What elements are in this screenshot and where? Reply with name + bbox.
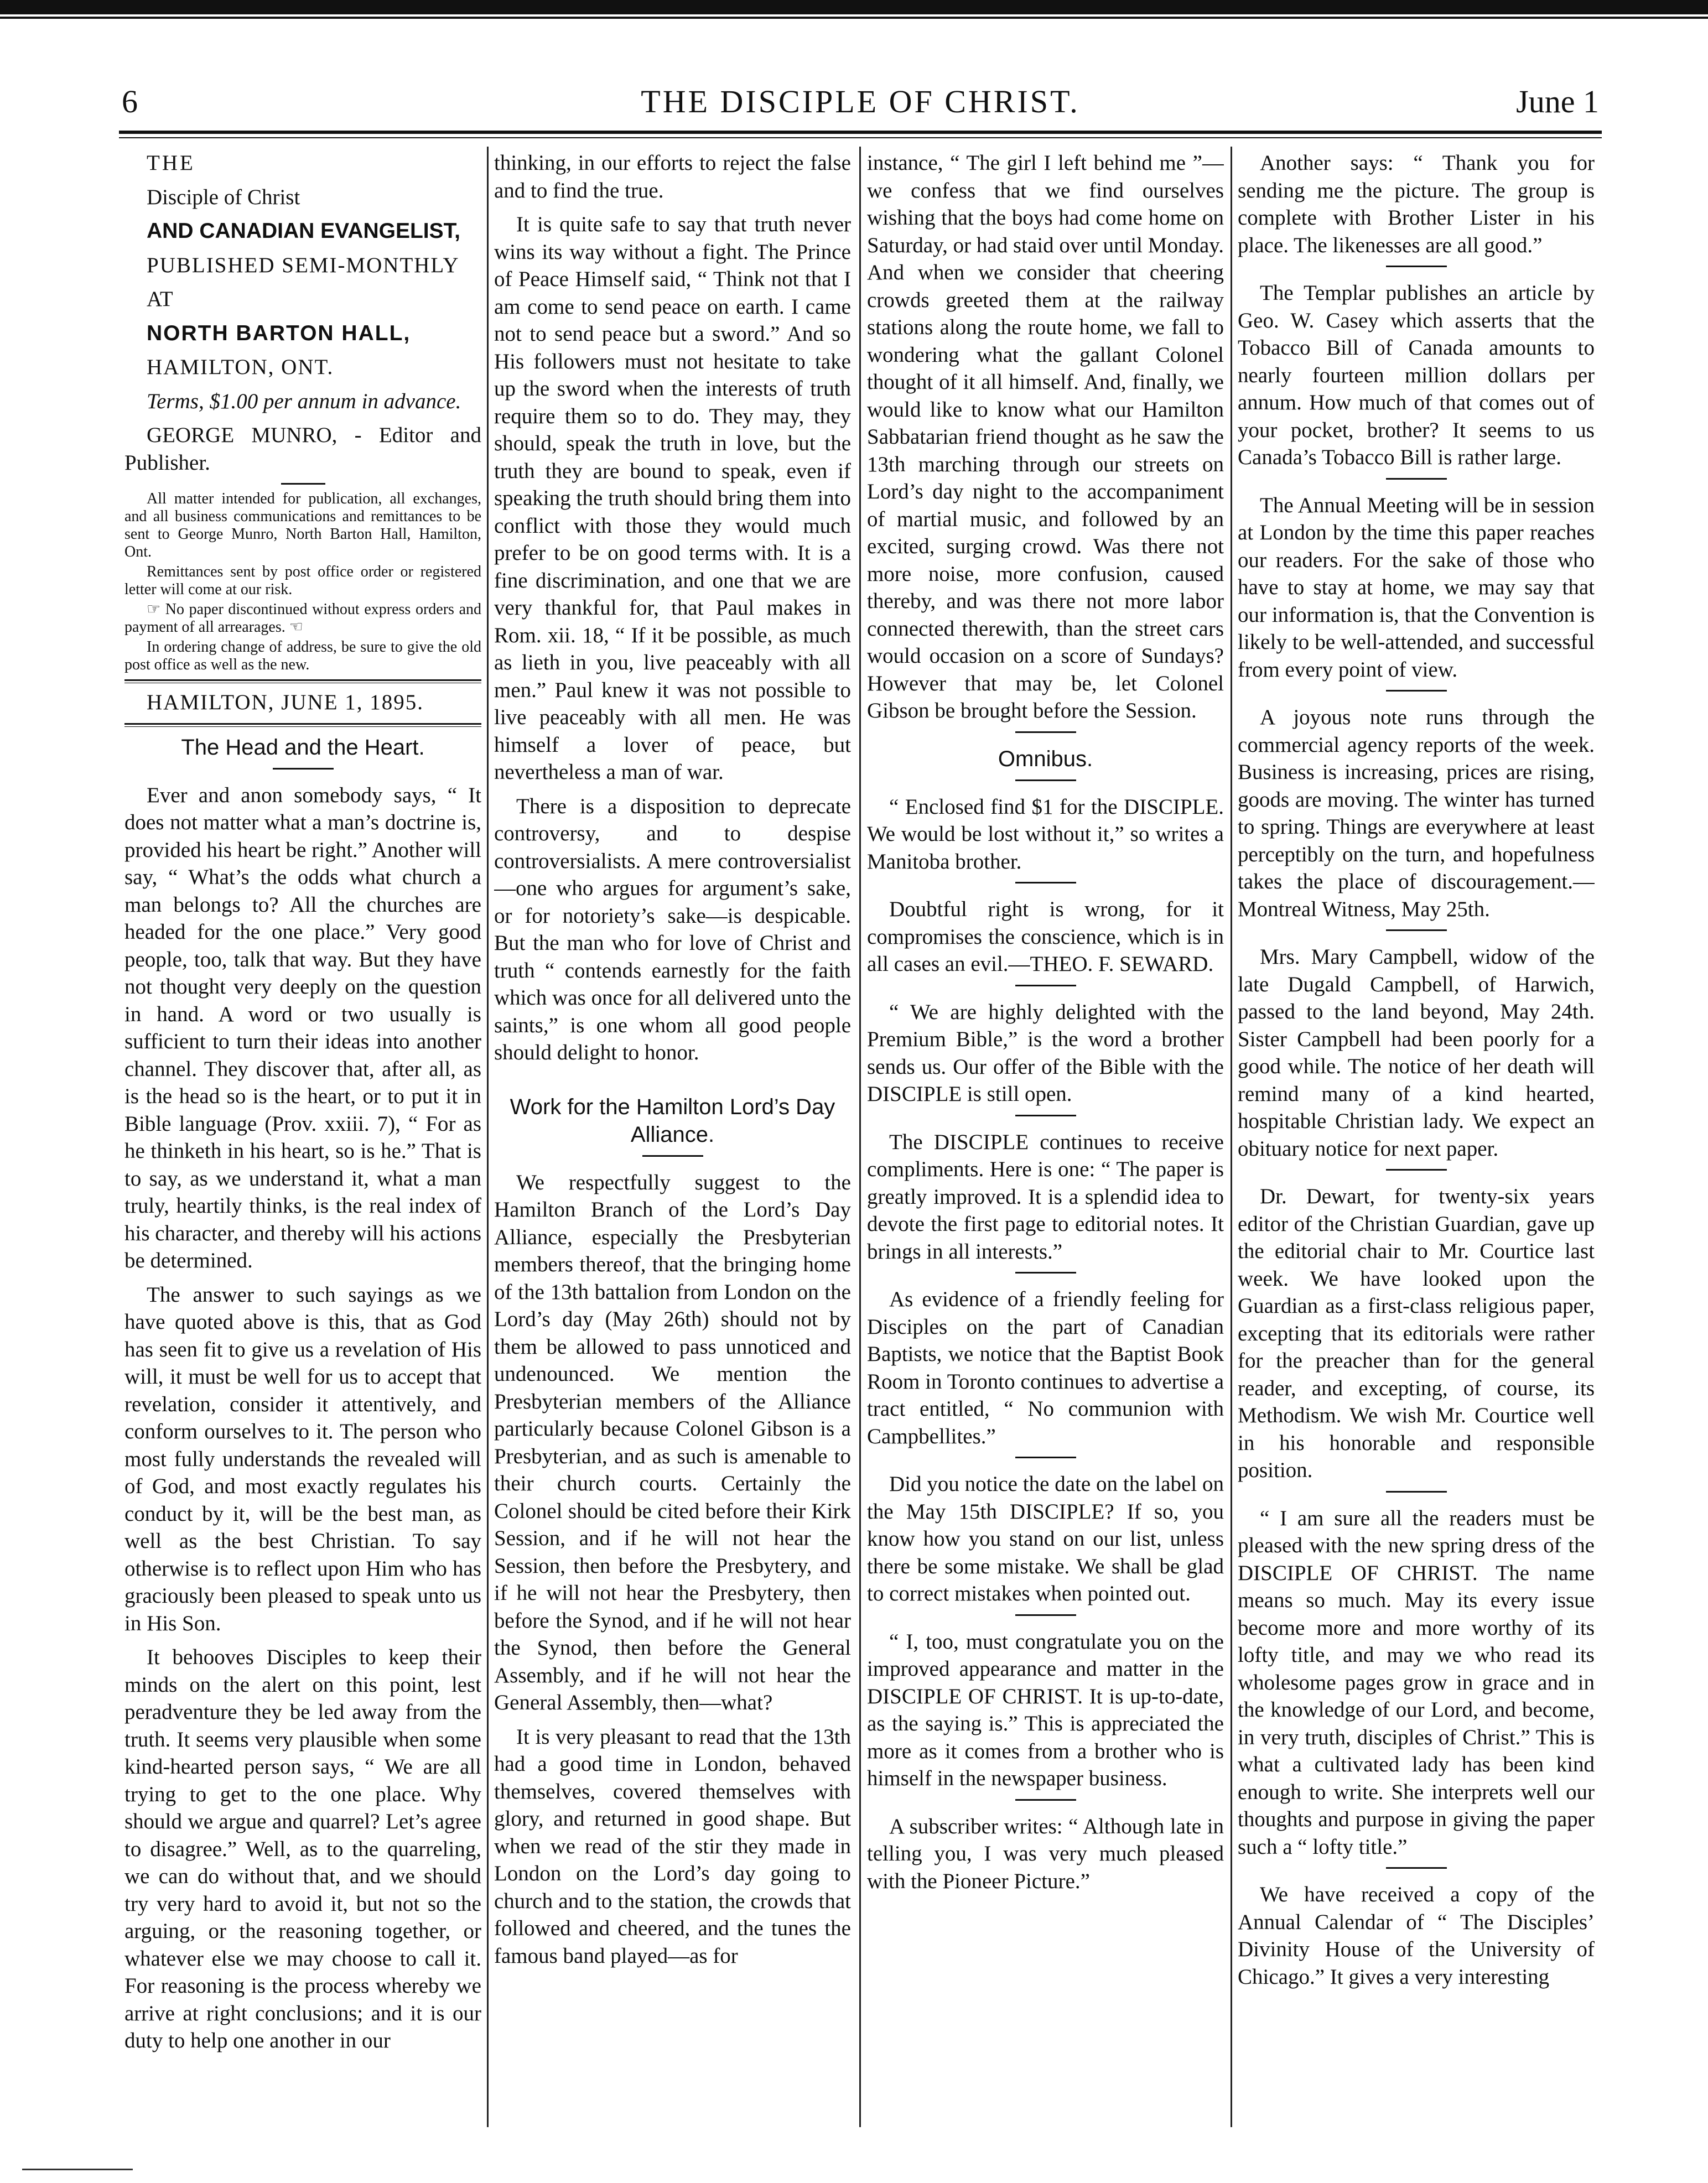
omnibus-item: As evidence of a friendly feeling for Disciples on the part of Canadian Baptists, we notice that the Baptist Book Room in Toronto continues to advertise a tract entitled, “ No communion with Campbellites.”	[867, 1287, 1224, 1448]
separator	[1015, 779, 1076, 781]
header-rule-thin	[119, 137, 1602, 138]
separator	[1386, 478, 1447, 480]
notice: ☞ No paper discontinued without express orders and payment of all arrearages. ☜	[124, 601, 481, 636]
top-border-rule-thin	[0, 17, 1708, 19]
masthead-published: PUBLISHED SEMI-MONTHLY	[147, 253, 460, 277]
omnibus-item: Mrs. Mary Campbell, widow of the late Dugald Campbell, of Harwich, passed to the land beyond, May 24th. Sister Campbell had been poorly for a good while. The notice of her death will remind many of a kind hearted, hospitable Christian lady. We expect an obituary notice for next paper.	[1238, 945, 1595, 1161]
column-4	[1238, 149, 1595, 2152]
omnibus-item: A subscriber writes: “ Although late in telling you, I was very much pleased with the Pioneer Picture.”	[867, 1814, 1224, 1893]
separator	[1015, 1614, 1076, 1616]
article-title: The Head and the Heart.	[181, 735, 425, 760]
notice: In ordering change of address, be sure to give the old post office as well as the new.	[124, 638, 481, 673]
article-paragraph: It is very pleasant to read that the 13th had a good time in London, behaved themselves, covered themselves with glory, and returned in good shape. But when we read of the stir they made in London on the Lord’s day going to church and to the station, the crowds that followed and cheered, and the tunes the famous band played—as for	[494, 1724, 851, 1968]
masthead-at: AT	[147, 287, 173, 311]
separator	[1015, 985, 1076, 986]
separator	[1015, 1799, 1076, 1801]
separator	[1015, 1272, 1076, 1274]
separator	[281, 483, 325, 485]
masthead-hall: NORTH BARTON HALL,	[147, 321, 411, 345]
masthead-the: THE	[147, 151, 195, 175]
separator	[273, 768, 334, 770]
omnibus-item: We have received a copy of the Annual Calendar of “ The Disciples’ Divinity House of the University of Chicago.” It gives a very interesting	[1238, 1883, 1595, 1989]
article-paragraph: There is a disposition to deprecate controversy, and to despise controversialists. A mere controversialist—one who argues for argument’s sake, or for notoriety’s sake—is despicable. But the man who for love of Christ and truth “ contends earnestly for the faith which was once for all delivered unto the saints,” is one whom all good people should delight to honor.	[494, 794, 851, 1064]
column-rule-2	[859, 147, 861, 2127]
separator	[642, 1155, 703, 1157]
omnibus-item: “ I am sure all the readers must be pleased with the new spring dress of the DISCIPLE OF CHRIST. The name means so much. May its every issue become more and more worthy of its lofty title, and may we who read its wholesome pages grow in grace and in the knowledge of our Lord, and become, in very truth, disciples of Christ.” This is what a cultivated lady has been kind enough to write. She interprets well our thoughts and purpose in giving the paper such a “ lofty title.”	[1238, 1506, 1595, 1859]
article-paragraph: thinking, in our efforts to reject the false and to find the true.	[494, 151, 851, 202]
article-paragraph: It behooves Disciples to keep their minds on the alert on this point, lest peradventure they be led away from the truth. It seems very plausible when some kind-hearted person says, “ We are all trying to get to the one place. Why should we argue and quarrel? Let’s agree to disagree.” Well, as to the quarreling, we can do without that, and we should try very hard to avoid it, but not so the arguing, or the reasoning together, or whatever else we may choose to call it. For reasoning is the process whereby we arrive at right conclusions; and it is our duty to help one another in our	[124, 1645, 481, 2052]
omnibus-item: “ We are highly delighted with the Premium Bible,” is the word a brother sends us. Our offer of the Bible with the DISCIPLE is still open.	[867, 1000, 1224, 1106]
header-rule-thick	[119, 131, 1602, 134]
notice: Remittances sent by post office order or registered letter will come at our risk.	[124, 563, 481, 598]
separator	[1015, 731, 1076, 733]
separator	[1386, 266, 1447, 267]
dateline-rule	[124, 679, 481, 683]
omnibus-item: The Templar publishes an article by Geo. W. Casey which asserts that the Tobacco Bill of Canada amounts to nearly fourteen million dollars per annum. How much of that comes out of your pocket, brother? It seems to us Canada’s Tobacco Bill is rather large.	[1238, 281, 1595, 469]
masthead-editor: GEORGE MUNRO, - Editor and Publisher.	[124, 423, 481, 475]
column-2	[494, 149, 851, 2152]
newspaper-title: THE DISCIPLE OF CHRIST.	[641, 84, 1080, 119]
article-paragraph: Ever and anon somebody says, “ It does not matter what a man’s doctrine is, provided his heart be right.” Another will say, “ What’s the odds what church a man belongs to? All the churches are headed for the one place.” Very good people, too, talk that way. But they have not thought very deeply on the question in hand. A word or two usually is sufficient to turn their ideas into another channel. They discover that, after all, as is the head so is the heart, or to put it in Bible language (Prov. xxiii. 7), “ For as he thinketh in his heart, so is he.” That is to say, as we understand it, what a man truly, heartily thinks, is the real index of his character, and thereby will his actions be determined.	[124, 783, 481, 1272]
column-rule-1	[487, 147, 489, 2127]
separator	[1386, 1867, 1447, 1869]
masthead-city: HAMILTON, ONT.	[147, 355, 334, 379]
omnibus-item: The DISCIPLE continues to receive compliments. Here is one: “ The paper is greatly improved. It is a splendid idea to devote the first page to editorial notes. It brings in all interests.”	[867, 1130, 1224, 1264]
issue-date: June 1	[1516, 84, 1599, 119]
article-paragraph: It is quite safe to say that truth never wins its way without a fight. The Prince of Peace Himself said, “ Think not that I am come to send peace on earth. I came not to send peace but a sword.” And so His followers must not hesitate to take up the sword when the interests of truth require them so to do. They may, they should, speak the truth in love, but the truth they are bound to speak, even if speaking the truth should bring them into conflict with those they would much prefer to be on good terms with. It is a fine discrimination, and one that we are very thankful for, that Paul makes in Rom. xii. 18, “ If it be possible, as much as lieth in you, live peaceably with all men.” Paul knew it was not possible to live peaceably with all men. He was himself a lover of peace, but nevertheless a man of war.	[494, 212, 851, 784]
separator	[1386, 690, 1447, 692]
article-paragraph: instance, “ The girl I left behind me ”— we confess that we find ourselves wishing that the boys had come home on Saturday, or had staid over until Monday. And when we consider that cheering crowds greeted them at the railway stations along the route home, we fall to wondering what the gallant Colonel thought of it all himself. And, finally, we would like to know what our Hamilton Sabbatarian friend thought as he saw the 13th marching through our streets on Lord’s day night to the accompaniment of martial music, and followed by an excited, surging crowd. Was there not more noise, more confusion, caused thereby, and was there not more labor connected therewith, than the street cars would occasion on a score of Sundays? However that may be, let Colonel Gibson be brought before the Session.	[867, 151, 1224, 723]
omnibus-item: The Annual Meeting will be in session at London by the time this paper reaches our readers. For the sake of those who have to stay at home, we may say that our information is, that the Convention is likely to be well-attended, and successful from every point of view.	[1238, 493, 1595, 682]
masthead-name: Disciple of Christ	[147, 185, 300, 209]
separator	[1015, 1115, 1076, 1116]
omnibus-item: Did you notice the date on the label on the May 15th DISCIPLE? If so, you know how you stand on our list, unless there be some mistake. We shall be glad to correct mistakes when pointed out.	[867, 1472, 1224, 1605]
separator	[1386, 1491, 1447, 1493]
column-1	[124, 149, 481, 2152]
dateline-rule	[124, 723, 481, 727]
separator	[1015, 882, 1076, 883]
masthead-subtitle: AND CANADIAN EVANGELIST,	[147, 219, 460, 243]
omnibus-item: Another says: “ Thank you for sending me the picture. The group is complete with Brother Lister in his place. The likenesses are all good.”	[1238, 151, 1595, 257]
omnibus-item: “ Enclosed find $1 for the DISCIPLE. We would be lost without it,” so writes a Manitoba brother.	[867, 794, 1224, 874]
separator	[1015, 1457, 1076, 1458]
section-title: Omnibus.	[998, 746, 1093, 771]
page-header	[122, 83, 1599, 127]
top-border-rule	[0, 0, 1708, 14]
masthead	[124, 149, 481, 476]
column-rule-3	[1231, 147, 1232, 2127]
omnibus-item: Doubtful right is wrong, for it compromises the conscience, which is in all cases an evil.—THEO. F. SEWARD.	[867, 897, 1224, 976]
omnibus-item: “ I, too, must congratulate you on the improved appearance and matter in the DISCIPLE OF CHRIST. It is up-to-date, as the saying is.” This is appreciated the more as it comes from a brother who is himself in the newspaper business.	[867, 1629, 1224, 1790]
article-paragraph: The answer to such sayings as we have quoted above is this, that as God has seen fit to give us a revelation of His will, it must be well for us to accept that revelation, consider it attentively, and conform ourselves to it. The person who most fully understands the revealed will of God, and most exactly regulates his conduct by it, will be the best man, as well as the best Christian. To say otherwise is to reflect upon Him who has graciously been pleased to speak unto us in His Son.	[124, 1282, 481, 1635]
bottom-edge-mark	[22, 2169, 133, 2170]
separator	[1386, 1169, 1447, 1171]
omnibus-item: Dr. Dewart, for twenty-six years editor of the Christian Guardian, gave up the editorial chair to Mr. Courtice last week. We have looked upon the Guardian as a first-class religious paper, excepting that its editorials were rather for the preacher than for the general reader, and excepting, of course, its Methodism. We wish Mr. Courtice well in his honorable and responsible position.	[1238, 1184, 1595, 1482]
omnibus-item: A joyous note runs through the commercial agency reports of the week. Business is increasing, prices are rising, goods are moving. The winter has turned to spring. Things are everywhere at least perceptibly on the turn, and hopefulness takes the place of discouragement.—Montreal Witness, May 25th.	[1238, 705, 1595, 921]
dateline: HAMILTON, JUNE 1, 1895.	[147, 690, 424, 714]
page-number: 6	[122, 84, 138, 119]
article-title: Work for the Hamilton Lord’s Day Alliance.	[510, 1094, 835, 1147]
column-3	[867, 149, 1224, 2152]
separator	[1386, 929, 1447, 931]
masthead-terms: Terms, $1.00 per annum in advance.	[147, 389, 461, 413]
notice: All matter intended for publication, all exchanges, and all business communications and remittances to be sent to George Munro, North Barton Hall, Hamilton, Ont.	[124, 490, 481, 560]
article-paragraph: We respectfully suggest to the Hamilton Branch of the Lord’s Day Alliance, especially the Presbyterian members thereof, that the bringing home of the 13th battalion from London on the Lord’s day (May 26th) should not by them be allowed to pass unnoticed and undenounced. We mention the Presbyterian members of the Alliance particularly because Colonel Gibson is a Presbyterian, and as such is amenable to their church courts. Certainly the Colonel should be cited before their Kirk Session, and if he will not hear the Session, then before the Presbytery, and if he will not hear the Presbytery, then before the Synod, and if he will not hear the Synod, then before the General Assembly, and if he will not hear the General Assembly, then—what?	[494, 1170, 851, 1714]
